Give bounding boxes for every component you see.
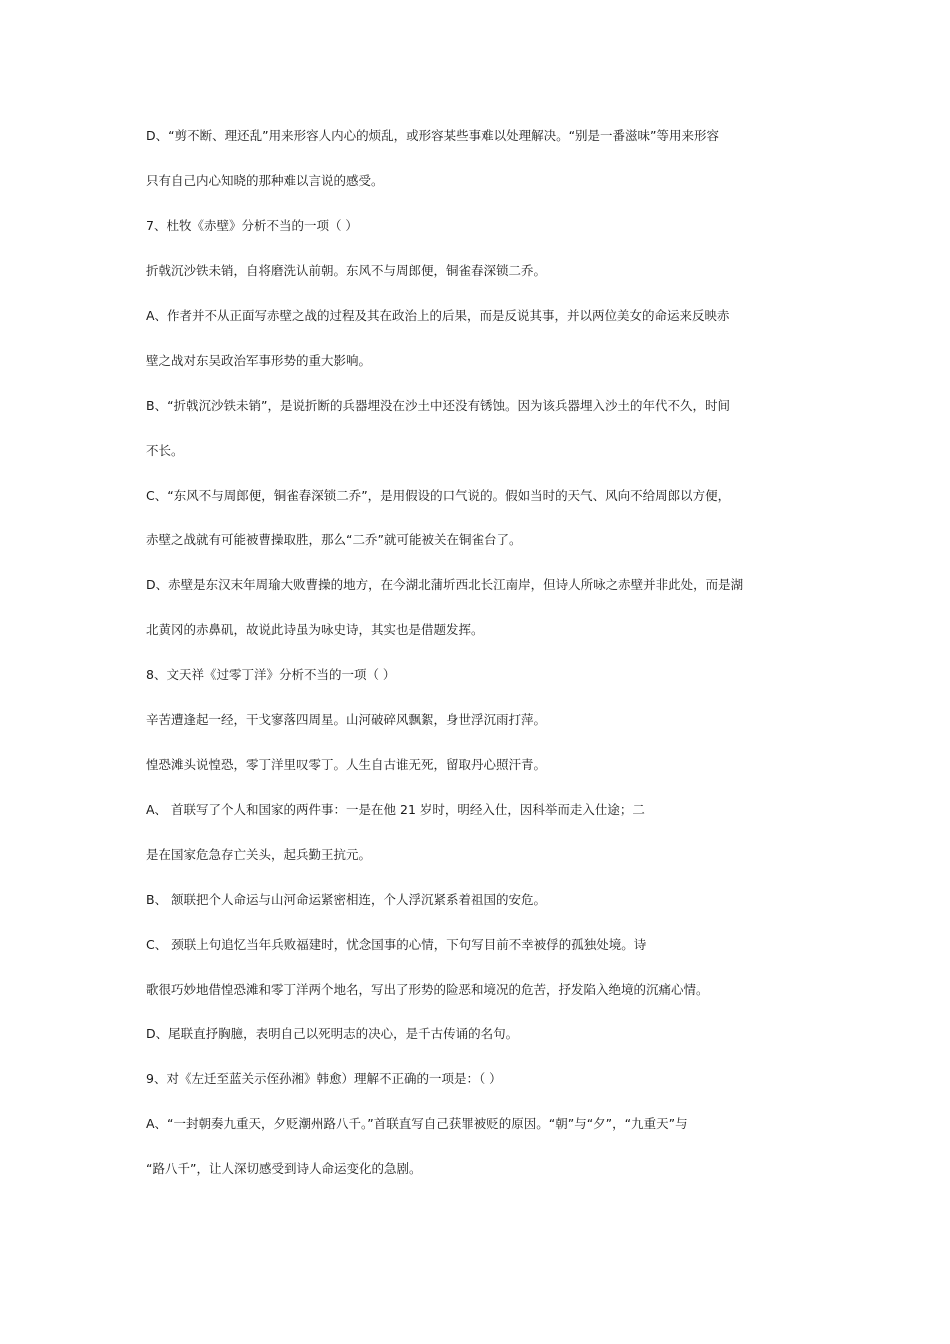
option-d: D、尾联直抒胸臆，表明自己以死明志的决心，是千古传诵的名句。 [146,1026,519,1041]
text-line: 歌很巧妙地借惶恐滩和零丁洋两个地名，写出了形势的险恶和境况的危苦，抒发陷入绝境的沉痛心情。 [146,982,709,997]
text-line: 是在国家危急存亡关头，起兵勤王抗元。 [146,847,372,862]
option-a: A、 首联写了个人和国家的两件事：一是在他 21 岁时，明经入仕，因科举而走入仕途；二 [146,802,645,817]
poem-line: 辛苦遭逢起一经，干戈寥落四周星。山河破碎风飘絮，身世浮沉雨打萍。 [146,712,547,727]
poem-line: 折戟沉沙铁未销，自将磨洗认前朝。东风不与周郎便，铜雀春深锁二乔。 [146,263,547,278]
text-line: 赤壁之战就有可能被曹操取胜，那么“二乔”就可能被关在铜雀台了。 [146,532,522,547]
question-heading: 9、对《左迁至蓝关示侄孙湘》韩愈）理解不正确的一项是：（ ） [146,1071,502,1086]
text-line: “路八千”，让人深切感受到诗人命运变化的急剧。 [146,1161,422,1176]
text-line: 只有自己内心知晓的那种难以言说的感受。 [146,173,384,188]
option-b: B、 颔联把个人命运与山河命运紧密相连，个人浮沉紧系着祖国的安危。 [146,892,547,907]
option-c: C、 颈联上句追忆当年兵败福建时，忧念国事的心情，下句写目前不幸被俘的孤独处境。诗 [146,937,647,952]
text-line: 壁之战对东吴政治军事形势的重大影响。 [146,353,372,368]
text-line: 北黄冈的赤鼻矶，故说此诗虽为咏史诗，其实也是借题发挥。 [146,622,484,637]
question-heading: 8、文天祥《过零丁洋》分析不当的一项（ ） [146,667,396,682]
option-d: D、赤壁是东汉末年周瑜大败曹操的地方，在今湖北蒲圻西北长江南岸，但诗人所咏之赤壁并非此处，而是湖 [146,577,744,592]
text-line: 不长。 [146,443,184,458]
option-a: A、“一封朝奏九重天，夕贬潮州路八千。”首联直写自己获罪被贬的原因。“朝”与“夕”，“九重天”与 [146,1116,688,1131]
text-line: D、“剪不断、理还乱”用来形容人内心的烦乱，或形容某些事难以处理解决。“别是一番滋味”等用来形容 [146,128,720,143]
option-b: B、“折戟沉沙铁未销”，是说折断的兵器埋没在沙土中还没有锈蚀。因为该兵器埋入沙土的年代不久，时间 [146,398,731,413]
option-a: A、作者并不从正面写赤壁之战的过程及其在政治上的后果，而是反说其事，并以两位美女的命运来反映赤 [146,308,730,323]
option-c: C、“东风不与周郎便，铜雀春深锁二乔”，是用假设的口气说的。假如当时的天气、风向不给周郎以方便， [146,488,731,503]
question-heading: 7、杜牧《赤壁》分析不当的一项（ ） [146,218,358,233]
poem-line: 惶恐滩头说惶恐，零丁洋里叹零丁。人生自古谁无死，留取丹心照汗青。 [146,757,547,772]
